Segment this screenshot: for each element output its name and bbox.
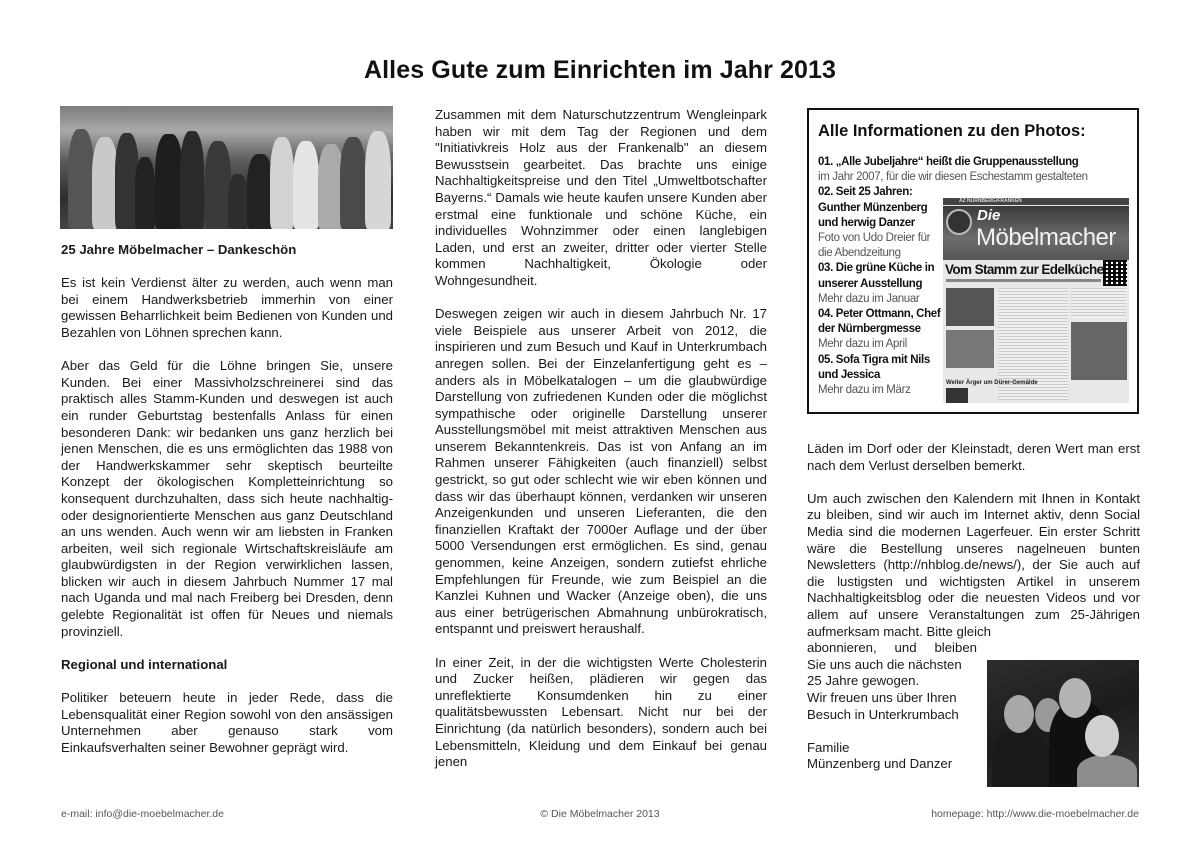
closing-line: abonnieren, und bleiben bbox=[807, 640, 977, 656]
section-heading-regional: Regional und international bbox=[61, 656, 228, 672]
section-heading-anniversary: 25 Jahre Möbelmacher – Dankeschön bbox=[61, 242, 297, 257]
info-item-heading: 05. Sofa Tigra mit Nils und Jessica bbox=[818, 353, 930, 381]
info-item-heading: 04. Peter Ottmann, Chef der Nürnbergmesse bbox=[818, 308, 941, 336]
clipping-bottom-headline: Weiter Ärger um Dürer-Gemälde bbox=[946, 380, 1038, 386]
paragraph: Deswegen zeigen wir auch in diesem Jahrbuch Nr. 17 viele Beispiele aus unserer Arbeit von 2012, die inspirieren und zum Besuch und Kauf in Unterkrumbach anregen sollen. Bei der Einzelanfertigung geht es – anders als in Möbelkatalogen – um die glaubwürdige Darstellung von zufriedenen Kunden oder die möglichst sympathische oder originelle Darstellung unserer Ausstellungsmöbel mit meist attraktiven Menschen aus unserem Bekanntenkreis. Das ist von Anfang an im Rahmen unserer Fähigkeiten (auch finanziell) selbst gestrickt, so gut oder schlecht wie wir eben können und dass wir das überhaupt können, verdanken wir unseren Anzeigenkunden und unseren Lieferanten, die den finanziellen Kraftakt der 7000er Auflage und der über 5000 Versendungen erst ermöglichen. Es sind, genau genommen, keine Anzeigen, sondern zutiefst ehrliche Empfehlungen für Freunde, wie zum Beispiel an die Kanzlei Kuhnen und Wacker (Anzeige oben), die uns aus einer betrügerischen Abmahnung unbürokratisch, entspannt und preiswert heraushalf. bbox=[435, 306, 767, 637]
paragraph: Um auch zwischen den Kalendern mit Ihnen in Kontakt zu bleiben, sind wir auch im Internet aktiv, denn Social Media sind die modernen Lagerfeuer. Ein erster Schritt wäre die Bestellung unseres nagelneuen bunten Newsletters (http://nhblog.de/news/), der Sie auch auf die lustigsten und wichtigsten Artikel in unserem Nachhaltigkeitsblog oder die neuesten Videos und vor allem auf unsere Veranstaltungen zum 25-Jährigen aufmerksam macht. Bitte gleich bbox=[807, 490, 1140, 639]
closing-line: Besuch in Unterkrumbach bbox=[807, 706, 959, 722]
closing-line: Sie uns auch die nächsten bbox=[807, 656, 962, 672]
paragraph: Es ist kein Verdienst älter zu werden, auch wenn man bei einem Handwerksbetrieb immerhin von einer gewissen Beharrlichkeit beim Bedienen von Kunden und Bezahlen von Löhnen sprechen kann. bbox=[61, 275, 393, 340]
clipping-photo bbox=[946, 288, 994, 326]
info-item-heading: 03. Die grüne Küche in unserer Ausstellung bbox=[818, 262, 935, 290]
info-item-note: Mehr dazu im März bbox=[818, 384, 911, 397]
paragraph: Zusammen mit dem Naturschutzzentrum Wengleinpark haben wir mit dem Tag der Regionen und dem "Initiativkreis Holz aus der Frankenalb" an diesem Bewusstsein gearbeitet. Das brachte uns einige Nachhaltigkeitspreise und den Titel „Umweltbotschafter Bayerns.“ Damals wie heute kaufen unsere Kunden aber erstmal eine funktionale und schöne Küche, ein individuelles Wohnzimmer oder einen langlebigen Laden, und erst an zweiter, dritter oder vierter Stelle kommen Nachhaltigkeit, Ökologie oder Wohngesundheit. bbox=[435, 107, 767, 288]
info-item-heading: 02. Seit 25 Jahren: Gunther Münzenberg und herwig Danzer bbox=[818, 186, 928, 229]
signature-line: Familie bbox=[807, 739, 850, 755]
clipping-headline: Vom Stamm zur Edelküche bbox=[945, 262, 1104, 277]
paragraph: Läden im Dorf oder der Kleinstadt, deren Wert man erst nach dem Verlust derselben bemerkt. bbox=[807, 441, 1140, 473]
info-item-note: im Jahr 2007, für die wir diesen Eschestamm gestalteten bbox=[818, 171, 1088, 184]
footer-copyright: © Die Möbelmacher 2013 bbox=[540, 808, 660, 820]
info-item-note: Foto von Udo Dreier für die Abendzeitung bbox=[818, 232, 931, 260]
clipping-section-bar: AZ NÜRNBERG/FRANKEN bbox=[943, 198, 1129, 205]
footer-homepage: homepage: http://www.die-moebelmacher.de bbox=[931, 808, 1139, 820]
signature-line: Münzenberg und Danzer bbox=[807, 756, 953, 772]
paragraph: In einer Zeit, in der die wichtigsten Werte Cholesterin und Zucker heißen, plädieren wir gegen das unreflektierte Konsumdenken hin zu einer qualitätsbewussten Lebensart. Nicht nur bei der Einrichtung (da natürlich besonders), sondern auch bei Lebensmitteln, Kleidung und dem Einkauf bei genau jenen bbox=[435, 654, 767, 770]
clipping-photo bbox=[1071, 322, 1127, 380]
clipping-subline bbox=[946, 279, 1101, 282]
paragraph: Politiker beteuern heute in jeder Rede, dass die Lebensqualität einer Region sowohl von den ansässigen Unternehmen aber genauso stark vom Einkaufsverhalten seiner Bewohner geprägt wird. bbox=[61, 690, 393, 755]
closing-text bbox=[807, 640, 977, 773]
page-title: Alles Gute zum Einrichten im Jahr 2013 bbox=[363, 56, 836, 84]
footer-email: e-mail: info@die-moebelmacher.de bbox=[61, 808, 224, 820]
newspaper-clipping bbox=[943, 198, 1129, 403]
info-item-heading: 01. „Alle Jubeljahre“ heißt die Gruppenausstellung bbox=[818, 156, 1079, 168]
qr-code-icon bbox=[1103, 260, 1127, 286]
clipping-photo bbox=[946, 330, 994, 368]
clipping-portrait bbox=[946, 388, 968, 403]
closing-line: Wir freuen uns über Ihren bbox=[807, 689, 957, 705]
column-2 bbox=[435, 107, 767, 787]
clipping-text-block bbox=[1071, 288, 1126, 318]
clipping-brand: Möbelmacher bbox=[976, 224, 1116, 251]
closing-line: 25 Jahre gewogen. bbox=[807, 673, 920, 689]
info-box-title: Alle Informationen zu den Photos: bbox=[818, 122, 1086, 140]
group-photo bbox=[60, 106, 393, 229]
award-seal-icon bbox=[946, 209, 972, 235]
clipping-die: Die bbox=[977, 207, 1001, 224]
info-item-note: Mehr dazu im April bbox=[818, 338, 907, 351]
family-photo bbox=[987, 660, 1139, 787]
column-1 bbox=[61, 242, 393, 773]
info-item-note: Mehr dazu im Januar bbox=[818, 292, 920, 305]
paragraph: Aber das Geld für die Löhne bringen Sie, unsere Kunden. Bei einer Massivholzschreinerei sind das praktisch alles Stamm-Kunden und deswegen ist auch ein runder Geburtstag bestenfalls Anlass für einen besonderen Dank: wir bedanken uns ganz herzlich bei jenen Menschen, die es uns ermöglichten das 1988 von der Handwerkskammer sehr skeptisch beurteilte Konzept der ökologischen Kompletteinrichtung so konsequent durchzuhalten, dass sich heute nachhaltig- oder designorientierte Menschen aus ganz Deutschland an uns wenden. Auch wenn wir am liebsten in Franken arbeiten, weil sich regionale Wirtschaftskreisläufe am glaubwürdigsten in der Region verwirklichen lassen, blicken wir auch in diesem Jahrbuch Nummer 17 mal nach Uganda und mal nach Freiberg bei Dresden, denn gelebte Regionalität ist offen für Neues und niemals provinziell. bbox=[61, 358, 393, 639]
